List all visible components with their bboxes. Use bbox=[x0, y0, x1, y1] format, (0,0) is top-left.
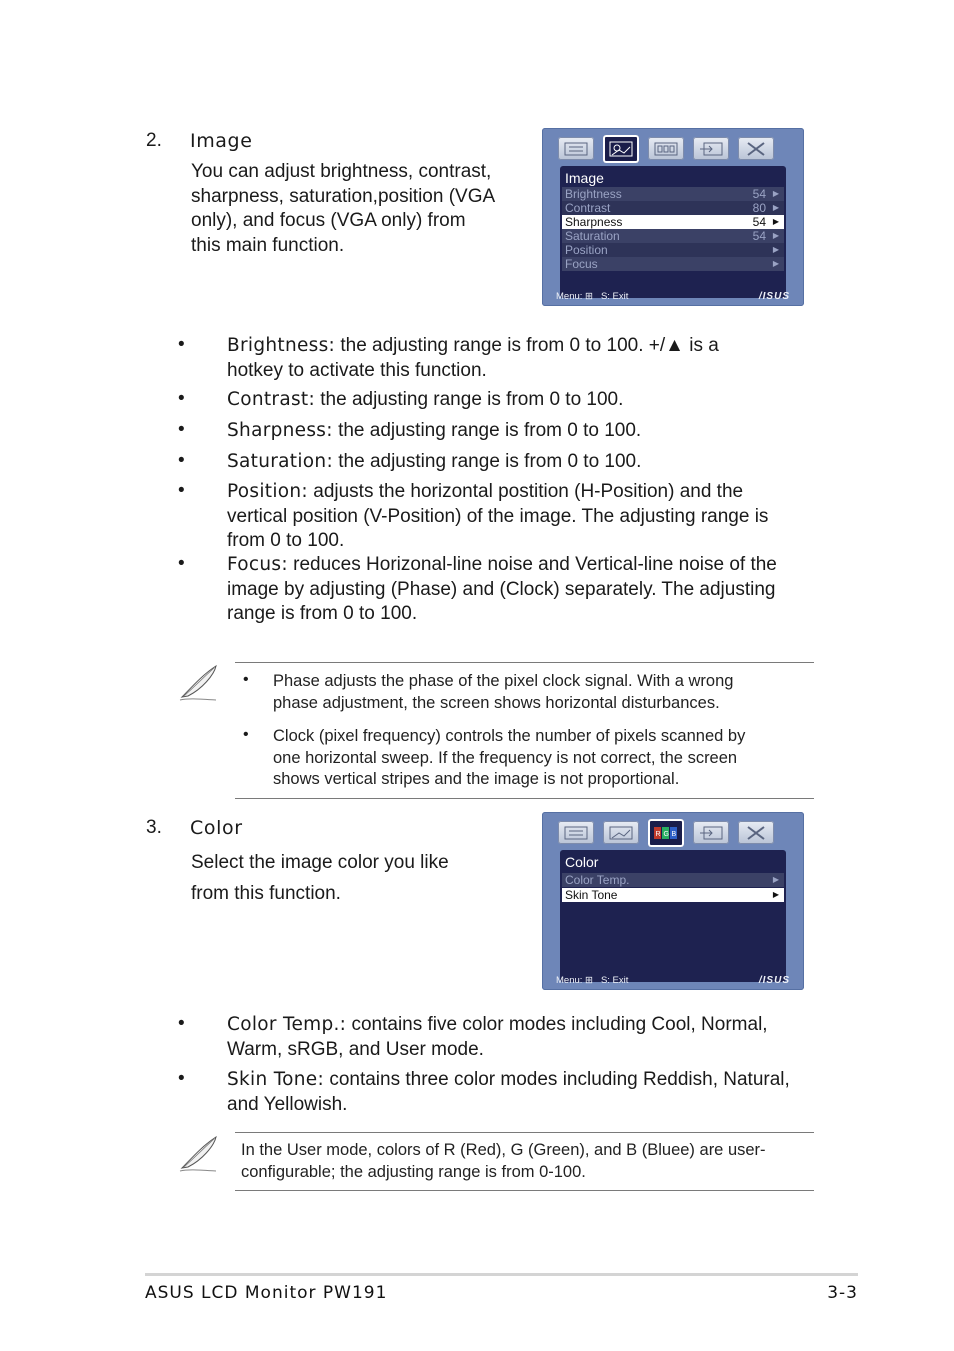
osd-tab-image-icon bbox=[603, 135, 639, 163]
bullet-dot: • bbox=[178, 553, 185, 574]
bullet-position: Position: adjusts the horizontal postition (H-Position) and the vertical position (V-Position) of the image. The adjusting range is from 0 to 100. bbox=[227, 481, 769, 551]
bullet-focus: Focus: reduces Horizonal-line noise and Vertical-line noise of the image by adjusting (Phase) and (Clock) separately. The adjusting range is from 0 to 100. bbox=[227, 554, 777, 624]
osd-tab-color-icon bbox=[648, 819, 684, 847]
bullet-dot: • bbox=[178, 388, 185, 409]
osd-tab-input-icon bbox=[693, 137, 729, 160]
section-intro: Select the image color you like from this function. bbox=[191, 852, 449, 904]
osd-menu-panel bbox=[560, 166, 786, 298]
bullet-saturation: Saturation: the adjusting range is from 0 to 100. bbox=[227, 451, 642, 472]
note-top-rule bbox=[235, 662, 814, 663]
svg-text:B: B bbox=[671, 831, 677, 838]
bullet-brightness: Brightness: the adjusting range is from 0 to 100. +/▲ is a hotkey to activate this function. bbox=[227, 335, 719, 381]
footer-page-number: 3-3 bbox=[827, 1283, 858, 1303]
note-item-phase: Phase adjusts the phase of the pixel clock signal. With a wrong phase adjustment, the screen shows horizontal disturbances. bbox=[273, 672, 734, 712]
osd-row: Brightness 54 ▶ bbox=[562, 187, 784, 201]
asus-logo: /ISUS bbox=[758, 291, 790, 302]
osd-tabs bbox=[558, 137, 783, 165]
osd-menu-panel bbox=[560, 850, 786, 982]
section-number: 3. bbox=[146, 817, 162, 838]
footer-rule bbox=[145, 1273, 858, 1276]
osd-row-selected: Sharpness 54 ▶ bbox=[562, 215, 784, 229]
osd-footer: Menu: ⊞ S: Exit bbox=[556, 975, 629, 986]
note-bullet-dot: • bbox=[243, 726, 249, 743]
osd-tabs bbox=[558, 821, 783, 849]
bullet-dot: • bbox=[178, 480, 185, 501]
bullet-contrast: Contrast: the adjusting range is from 0 to 100. bbox=[227, 389, 624, 410]
osd-tab-color-icon bbox=[648, 137, 684, 160]
footer-product-name: ASUS LCD Monitor PW191 bbox=[145, 1283, 388, 1303]
osd-tab-setup-icon bbox=[738, 821, 774, 844]
bullet-dot: • bbox=[178, 334, 185, 355]
section-title: Image bbox=[190, 130, 253, 152]
bullet-dot: • bbox=[178, 450, 185, 471]
bullet-dot: • bbox=[178, 1068, 185, 1089]
section-title: Color bbox=[190, 817, 243, 839]
note-bullet-dot: • bbox=[243, 671, 249, 688]
svg-text:R: R bbox=[655, 831, 661, 838]
bullet-skin-tone: Skin Tone: contains three color modes including Reddish, Natural, and Yellowish. bbox=[227, 1069, 790, 1115]
note-user-mode: In the User mode, colors of R (Red), G (Green), and B (Bluee) are user- configurable; the adjusting range is from 0-100. bbox=[241, 1141, 766, 1181]
osd-tab-splendid-icon bbox=[558, 821, 594, 844]
bullet-color-temp: Color Temp.: contains five color modes including Cool, Normal, Warm, sRGB, and User mode. bbox=[227, 1014, 768, 1060]
osd-footer: Menu: ⊞ S: Exit bbox=[556, 291, 629, 302]
osd-row: Position ▶ bbox=[562, 243, 784, 257]
osd-tab-input-icon bbox=[693, 821, 729, 844]
note-top-rule bbox=[235, 1132, 814, 1133]
osd-menu-title: Color bbox=[565, 854, 599, 870]
osd-row: Color Temp. ▶ bbox=[562, 873, 784, 887]
osd-tab-setup-icon bbox=[738, 137, 774, 160]
osd-tab-splendid-icon bbox=[558, 137, 594, 160]
bullet-dot: • bbox=[178, 419, 185, 440]
asus-logo: /ISUS bbox=[758, 975, 790, 986]
section-intro: You can adjust brightness, contrast, sharpness, saturation,position (VGA only), and focus (VGA only) from this main function. bbox=[191, 161, 496, 256]
svg-text:G: G bbox=[663, 831, 669, 838]
note-pen-icon bbox=[178, 663, 220, 708]
note-pen-icon bbox=[178, 1134, 220, 1179]
menu-key-icon: ⊞ bbox=[585, 291, 594, 302]
note-bottom-rule bbox=[235, 798, 814, 799]
osd-tab-image-icon bbox=[603, 821, 639, 844]
section-number: 2. bbox=[146, 130, 162, 151]
osd-color-screenshot bbox=[542, 812, 804, 990]
bullet-sharpness: Sharpness: the adjusting range is from 0 to 100. bbox=[227, 420, 642, 441]
osd-menu-title: Image bbox=[565, 170, 604, 186]
osd-row-selected: Skin Tone ▶ bbox=[562, 888, 784, 902]
osd-row: Contrast 80 ▶ bbox=[562, 201, 784, 215]
menu-key-icon: ⊞ bbox=[585, 975, 594, 986]
note-bottom-rule bbox=[235, 1190, 814, 1191]
osd-row: Saturation 54 ▶ bbox=[562, 229, 784, 243]
bullet-dot: • bbox=[178, 1013, 185, 1034]
osd-row: Focus ▶ bbox=[562, 257, 784, 271]
osd-image-screenshot bbox=[542, 128, 804, 306]
note-item-clock: Clock (pixel frequency) controls the number of pixels scanned by one horizontal sweep. If the frequency is not correct, the screen shows vertical stripes and the image is not proportional. bbox=[273, 727, 746, 788]
